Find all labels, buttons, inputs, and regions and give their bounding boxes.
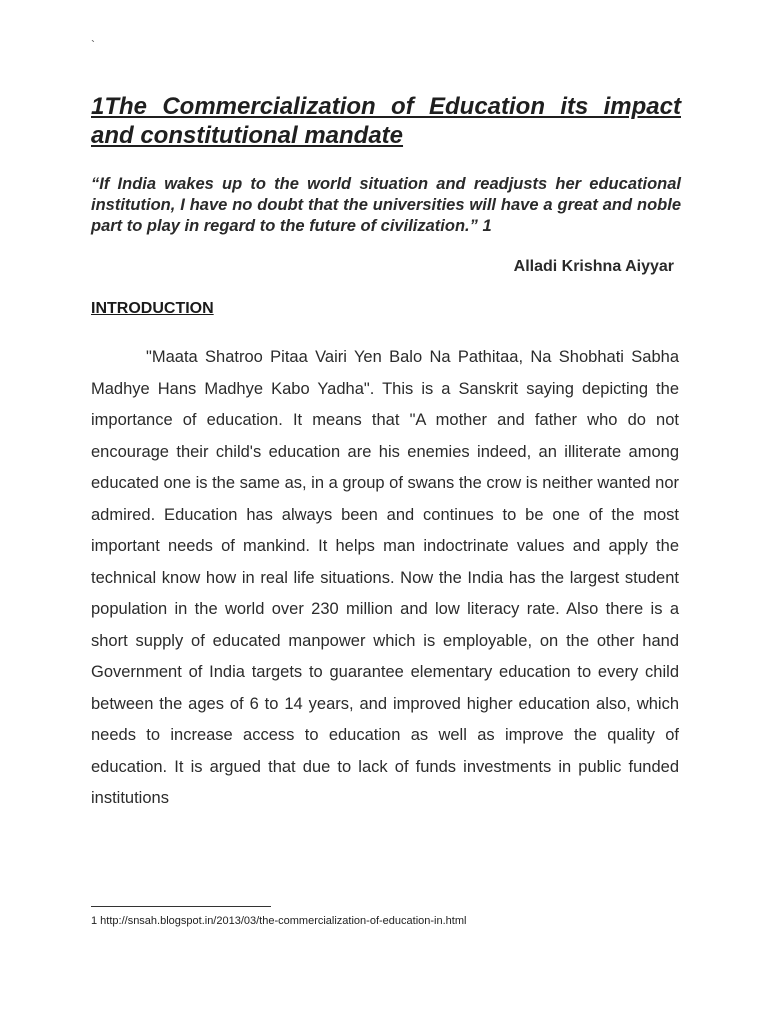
epigraph-author: Alladi Krishna Aiyyar xyxy=(513,258,674,275)
epigraph-quote: “If India wakes up to the world situation and readjusts her educational institution, I have no doubt that the universities will have a great and noble part to play in regard to the future of civilization.” 1 xyxy=(91,175,681,235)
footnote: 1 http://snsah.blogspot.in/2013/03/the-commercialization-of-education-in.html xyxy=(91,915,467,927)
top-mark: ` xyxy=(91,38,95,52)
body-paragraph: "Maata Shatroo Pitaa Vairi Yen Balo Na Pathitaa, Na Shobhati Sabha Madhye Hans Madhye Kabo Yadha". This is a Sanskrit saying depicting the importance of education. It means that "A mother and father who do not encourage their child's education are his enemies indeed, an illiterate among educated one is the same as, in a group of swans the crow is neither wanted nor admired. Education has always been and continues to be one of the most important needs of mankind. It helps man indoctrinate values and apply the technical know how in real life situations. Now the India has the largest student population in the world over 230 million and low literacy rate. Also there is a short supply of educated manpower which is employable, on the other hand Government of India targets to guarantee elementary education to every child between the ages of 6 to 14 years, and improved higher education also, which needs to increase access to education as well as improve the quality of education. It is argued that due to lack of funds investments in public funded institutions xyxy=(91,348,679,807)
footnote-divider xyxy=(91,906,271,907)
section-heading: INTRODUCTION xyxy=(91,300,214,317)
document-title: 1The Commercialization of Education its impact and constitutional mandate xyxy=(91,93,681,149)
